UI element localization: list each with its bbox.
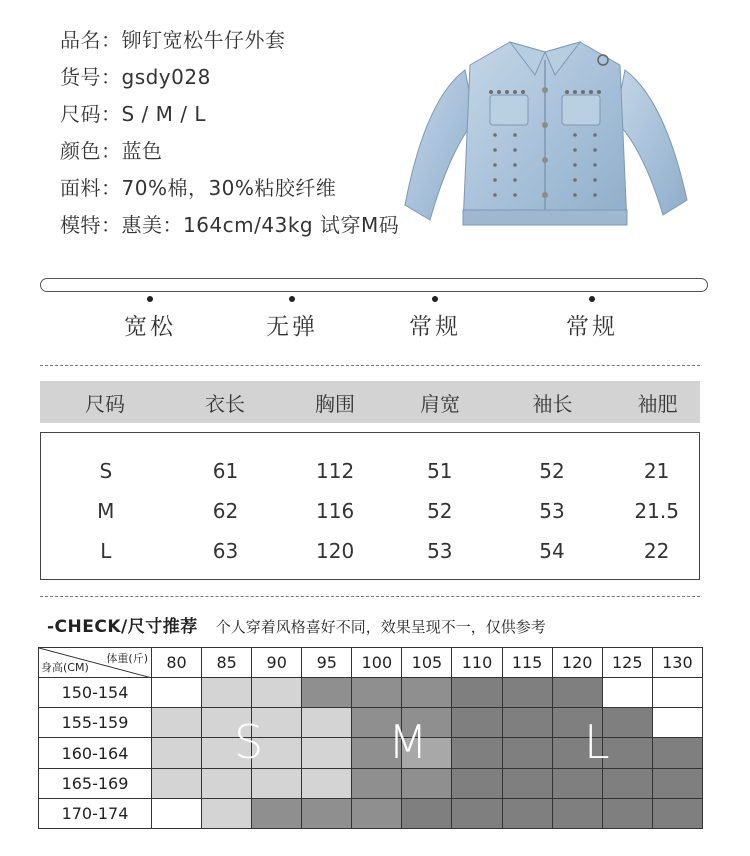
weight-header: 120 [552,648,602,678]
size-s-label: S [234,715,264,769]
fit-cell [502,768,552,798]
feature-label: 无弹 [266,314,318,340]
fit-cell [152,678,202,708]
table-cell: 53 [539,499,565,523]
fit-cell [252,678,302,708]
fit-cell [602,768,652,798]
feature-thickness [375,296,495,341]
fit-cell [552,798,602,828]
weight-header: 100 [352,648,402,678]
feature-stretch [232,296,352,341]
fit-cell [152,738,202,768]
fit-cell [452,768,502,798]
header-shoulder: 肩宽 [420,391,460,416]
fit-cell [502,798,552,828]
fit-cell [502,738,552,768]
fit-cell [552,768,602,798]
feature-dot [432,296,438,302]
fit-cell [402,768,452,798]
fit-cell [302,738,352,768]
fit-cell [352,798,402,828]
product-info [60,22,399,244]
info-name-row [60,22,399,59]
recommend-note: 个人穿着风格喜好不同，效果呈现不一，仅供参考 [215,618,546,636]
fit-cell [402,798,452,828]
feature-dot [147,296,153,302]
fit-cell [652,738,702,768]
table-cell: 52 [427,499,453,523]
info-label: 货号： [60,65,122,89]
fit-cell [452,798,502,828]
fit-cell [152,798,202,828]
fit-cell [552,678,602,708]
fit-cell [502,708,552,738]
product-fabric: 70%棉，30%粘胶纤维 [121,176,337,200]
corner-cell [39,648,152,678]
weight-header: 125 [602,648,652,678]
fit-cell [652,708,702,738]
feature-label: 常规 [566,314,618,340]
recommend-title: -CHECK/尺寸推荐 [47,617,198,637]
table-cell: L [100,539,112,563]
denim-jacket-image [395,30,695,240]
recommend-heading [47,612,546,637]
info-label: 品名： [60,28,122,52]
table-cell: 120 [316,539,355,563]
table-cell: 21.5 [634,499,679,523]
fit-cell [302,678,352,708]
info-label: 颜色： [60,139,122,163]
header-sleeve-width: 袖肥 [637,391,678,416]
fit-cell [202,678,252,708]
feature-bar [40,278,708,292]
info-fabric-row [60,170,399,207]
fit-cell [352,678,402,708]
feature-label: 宽松 [124,314,176,340]
size-table-body [40,432,700,580]
fit-cell [602,708,652,738]
weight-header: 90 [252,648,302,678]
header-chest: 胸围 [315,391,355,416]
fit-cell [152,768,202,798]
divider [40,596,700,597]
fit-cell [652,798,702,828]
fit-cell [452,738,502,768]
size-l-label: L [584,715,610,769]
fit-cell [652,768,702,798]
info-size-row [60,96,399,133]
fit-cell [602,798,652,828]
header-length: 衣长 [205,391,245,416]
feature-length [532,296,652,341]
table-cell: 54 [539,539,565,563]
height-label: 170-174 [39,798,152,828]
height-axis-label: 身高(CM) [41,661,89,675]
weight-axis-label: 体重(斤) [106,652,148,665]
size-table-header [40,381,700,423]
table-cell: 51 [427,459,453,483]
feature-label: 常规 [409,314,461,340]
product-model: 惠美：164cm/43kg 试穿M码 [121,213,400,237]
divider [40,365,700,366]
info-label: 尺码： [60,102,122,126]
feature-dot [289,296,295,302]
weight-header-row [39,648,703,678]
table-cell: 61 [212,459,239,483]
table-row [41,491,699,531]
fit-cell [502,678,552,708]
fit-cell [352,768,402,798]
table-cell: S [99,459,113,483]
info-color-row [60,133,399,170]
fit-cell [252,798,302,828]
height-row [39,678,703,708]
fit-cell [452,708,502,738]
table-cell: 22 [643,539,670,563]
fit-cell [302,768,352,798]
fit-cell [402,678,452,708]
table-row [41,531,699,571]
weight-header: 105 [402,648,452,678]
weight-header: 95 [302,648,352,678]
fit-cell [302,798,352,828]
product-sizes: S / M / L [121,102,206,126]
fit-cell [602,738,652,768]
weight-header: 80 [152,648,202,678]
fit-cell [152,708,202,738]
info-label: 模特： [60,213,122,237]
header-sleeve-length: 袖长 [532,391,573,416]
table-cell: 116 [316,499,355,523]
feature-dot [589,296,595,302]
weight-header: 85 [202,648,252,678]
fit-cell [202,768,252,798]
height-row [39,798,703,828]
weight-header: 110 [452,648,502,678]
info-sku-row [60,59,399,96]
height-label: 165-169 [39,768,152,798]
table-cell: 52 [539,459,565,483]
product-name: 铆钉宽松牛仔外套 [121,28,286,52]
fit-cell [302,708,352,738]
weight-header: 130 [652,648,702,678]
header-size: 尺码 [85,391,125,416]
fit-cell [652,678,702,708]
table-cell: 63 [212,539,239,563]
product-sku: gsdy028 [121,65,211,89]
size-recommend-grid [38,647,703,829]
feature-fit [90,296,210,341]
height-label: 150-154 [39,678,152,708]
height-label: 155-159 [39,708,152,738]
table-row [41,451,699,491]
info-model-row [60,207,399,244]
weight-header: 115 [502,648,552,678]
size-m-label: M [388,715,428,769]
table-cell: 53 [427,539,453,563]
fit-cell [202,798,252,828]
product-color: 蓝色 [121,139,163,163]
table-cell: M [97,499,115,523]
fit-cell [252,768,302,798]
fit-cell [452,678,502,708]
table-cell: 21 [643,459,670,483]
info-label: 面料： [60,176,122,200]
height-label: 160-164 [39,738,152,768]
table-cell: 62 [212,499,239,523]
fit-cell [602,678,652,708]
table-cell: 112 [316,459,355,483]
height-row [39,768,703,798]
